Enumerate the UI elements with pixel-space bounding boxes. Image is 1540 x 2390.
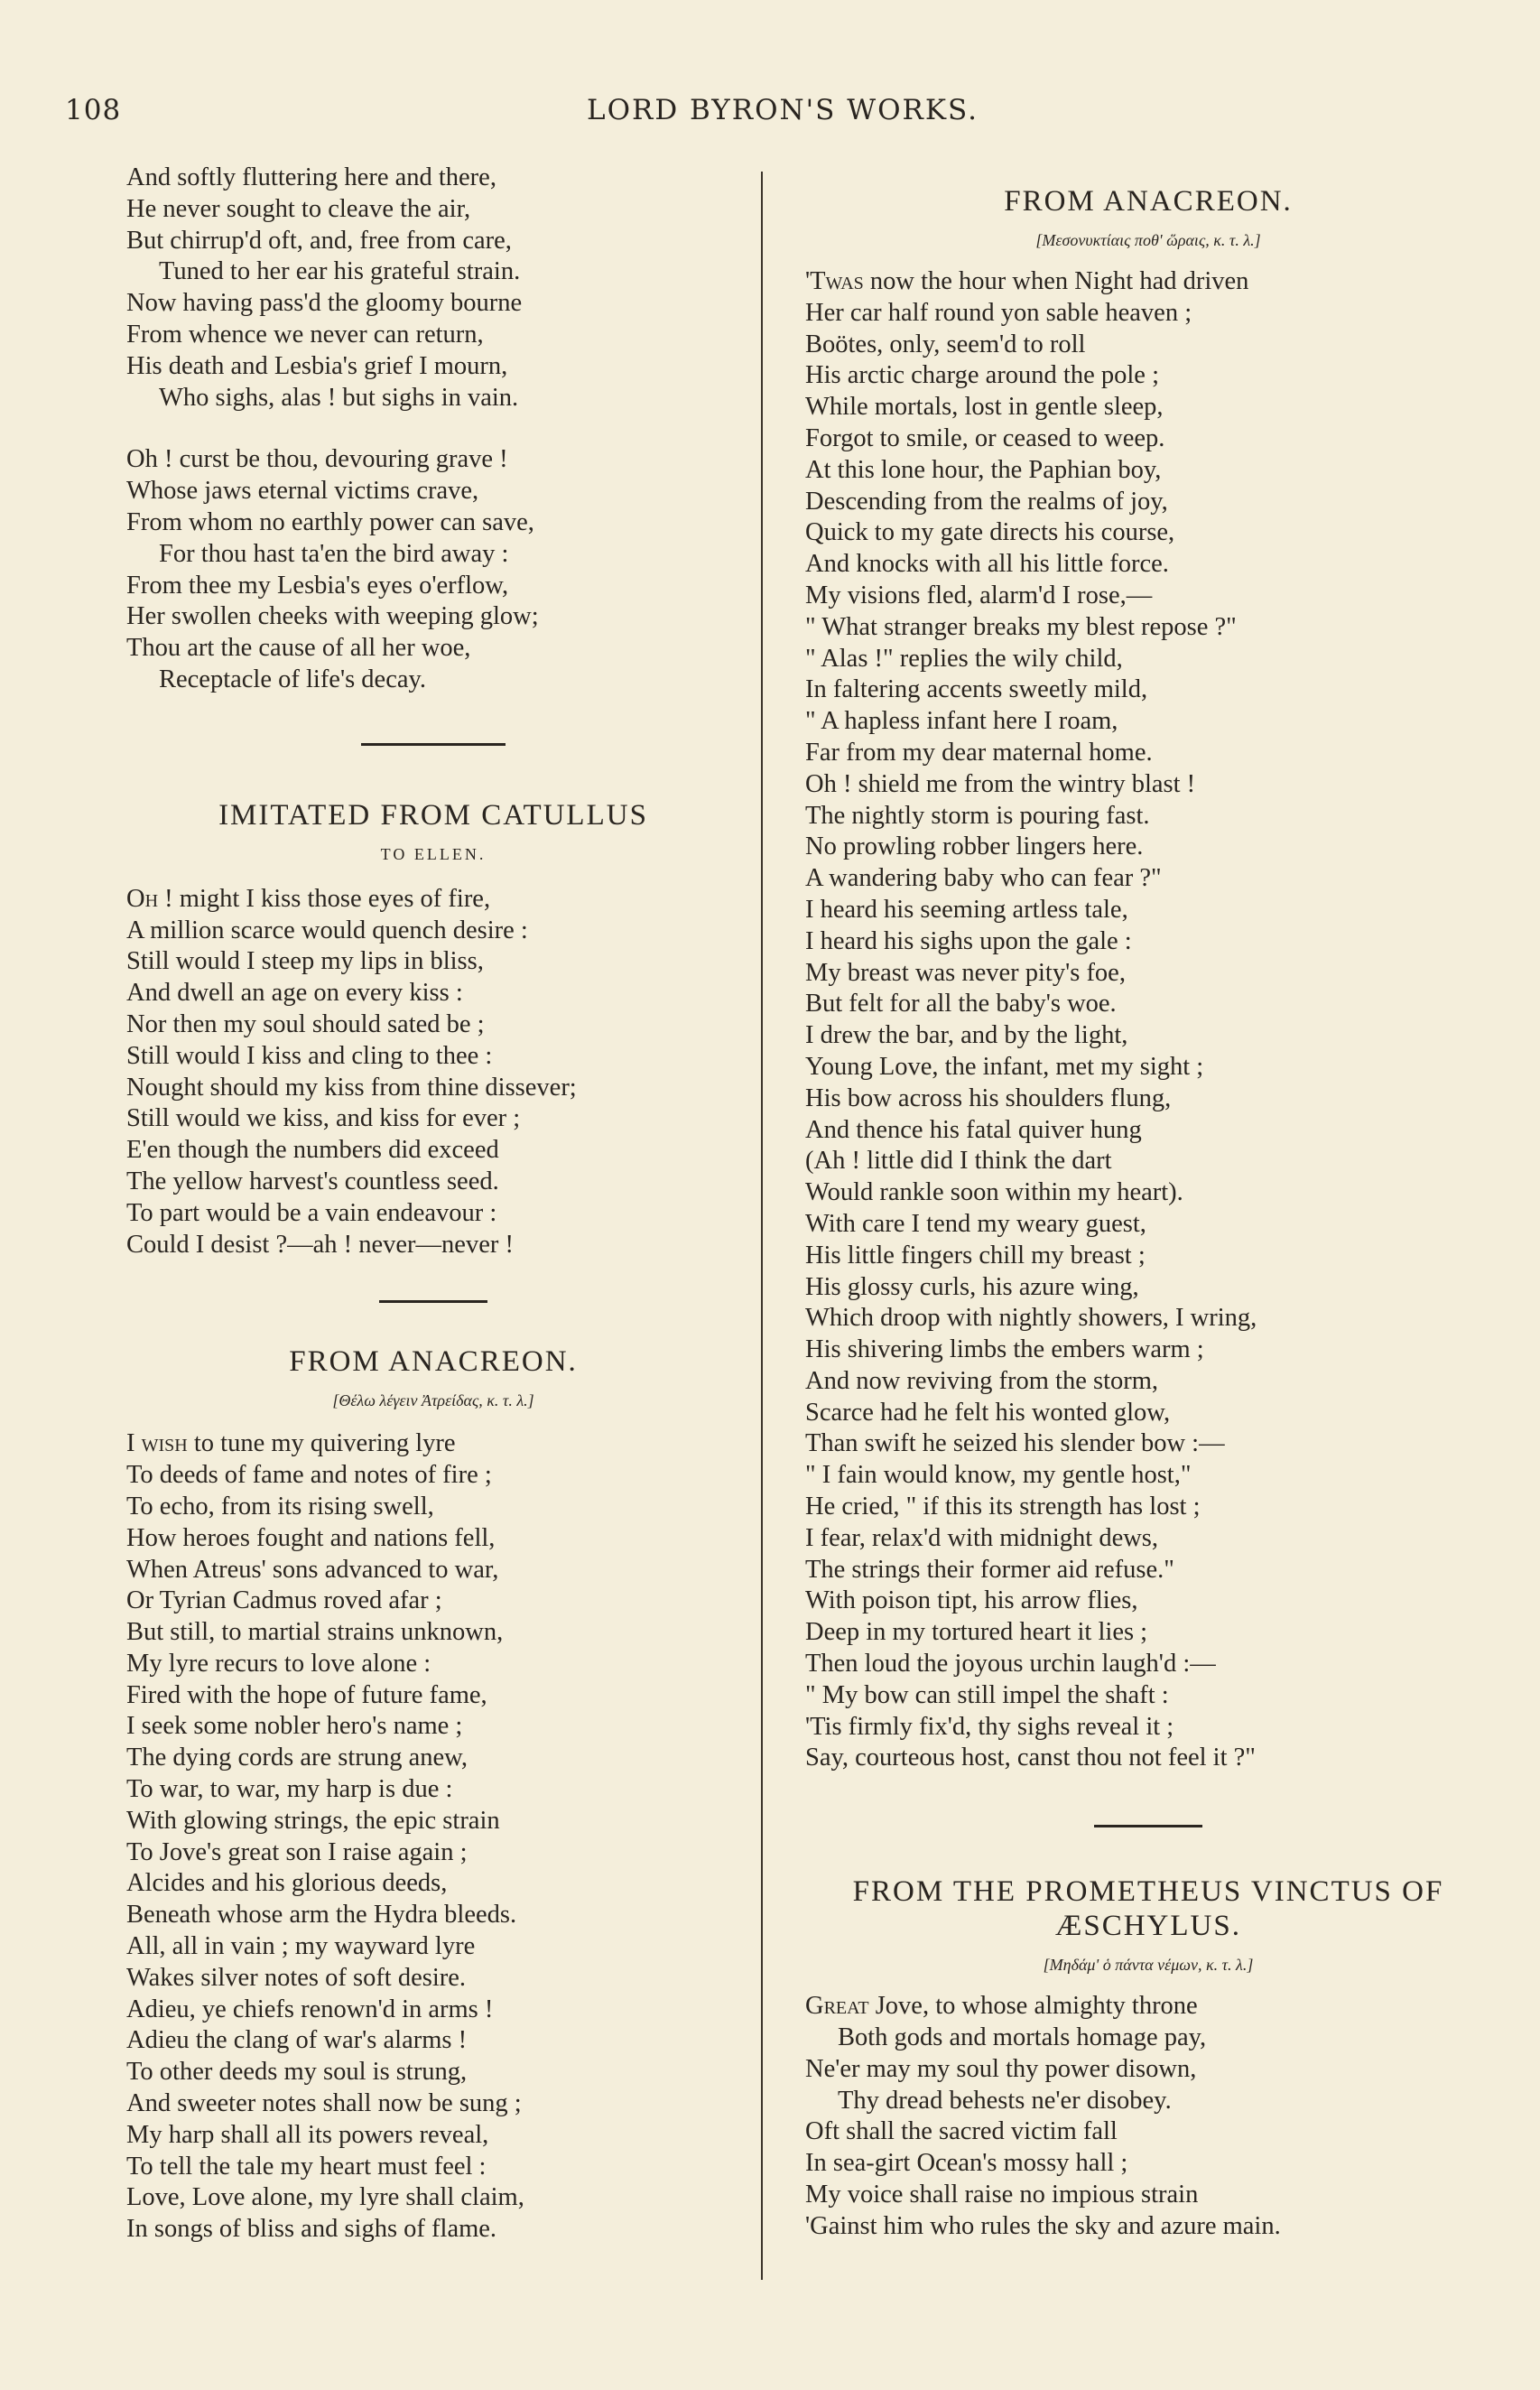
- poem-title: FROM ANACREON.: [289, 1345, 578, 1379]
- poem-line: " My bow can still impel the shaft :: [805, 1680, 1169, 1709]
- poem-line: My lyre recurs to love alone :: [126, 1649, 431, 1678]
- poem-line: Ne'er may my soul thy power disown,: [805, 2054, 1197, 2083]
- poem-line: Fired with the hope of future fame,: [126, 1680, 487, 1709]
- poem-line: Nor then my soul should sated be ;: [126, 1009, 485, 1038]
- poem-line: Descending from the realms of joy,: [805, 487, 1168, 516]
- poem-line: " What stranger breaks my blest repose ?": [805, 612, 1237, 641]
- poem-line: To part would be a vain endeavour :: [126, 1198, 497, 1227]
- poem-stanza: [126, 163, 740, 414]
- poem-line: Still would we kiss, and kiss for ever ;: [126, 1104, 521, 1133]
- running-title: LORD BYRON'S WORKS.: [586, 94, 979, 126]
- poem-line: He never sought to cleave the air,: [126, 194, 471, 223]
- poem-line: But still, to martial strains unknown,: [126, 1618, 504, 1647]
- poem-line: Could I desist ?—ah ! never—never !: [126, 1230, 514, 1259]
- poem-line: A wandering baby who can fear ?": [805, 864, 1162, 893]
- greek-incipit: [Μηδάμ' ὁ πάντα νέμων, κ. τ. λ.]: [1043, 1956, 1254, 1975]
- poem-line: When Atreus' sons advanced to war,: [126, 1555, 499, 1584]
- poem-line: Say, courteous host, canst thou not feel it ?": [805, 1744, 1256, 1772]
- poem-subtitle: TO ELLEN.: [380, 844, 487, 863]
- poem-line: But chirrup'd oft, and, free from care,: [126, 226, 512, 255]
- poem-line: Then loud the joyous urchin laugh'd :—: [805, 1650, 1216, 1679]
- poem-line: A million scarce would quench desire :: [126, 916, 528, 944]
- page-header: [65, 94, 1500, 134]
- poem-line: Oft shall the sacred victim fall: [805, 2117, 1118, 2146]
- poem-line: From whom no earthly power can save,: [126, 507, 534, 536]
- poem-line: Who sighs, alas ! but sighs in vain.: [159, 383, 519, 412]
- poem-line: And dwell an age on every kiss :: [126, 979, 463, 1008]
- poem-line: (Ah ! little did I think the dart: [805, 1147, 1112, 1176]
- poem-line: And softly fluttering here and there,: [126, 163, 496, 191]
- poem-line: To deeds of fame and notes of fire ;: [126, 1461, 492, 1490]
- poem-line: To Jove's great son I raise again ;: [126, 1837, 468, 1866]
- poem-line: Oh ! curst be thou, devouring grave !: [126, 445, 508, 474]
- poem-line: All, all in vain ; my wayward lyre: [126, 1932, 476, 1961]
- poem-body: [126, 1460, 740, 2246]
- poem-line: With care I tend my weary guest,: [805, 1209, 1146, 1238]
- greek-incipit: [Θέλω λέγειν Ἀτρείδας, κ. τ. λ.]: [332, 1391, 534, 1410]
- poem-line: With poison tipt, his arrow flies,: [805, 1586, 1138, 1615]
- poem-title: IMITATED FROM CATULLUS: [218, 798, 648, 832]
- poem-line: " Alas !" replies the wily child,: [805, 644, 1123, 673]
- poem-line: 'Twas now the hour when Night had driven: [805, 267, 1249, 295]
- poem-line: Whose jaws eternal victims crave,: [126, 477, 479, 506]
- poem-line: Both gods and mortals homage pay,: [838, 2023, 1207, 2052]
- poem-line: Still would I steep my lips in bliss,: [126, 947, 484, 976]
- poem-line: And knocks with all his little force.: [805, 550, 1169, 579]
- poem-line: I drew the bar, and by the light,: [805, 1021, 1128, 1050]
- greek-incipit: [Μεσονυκτίαις ποθ' ὥραις, κ. τ. λ.]: [1035, 231, 1261, 249]
- poem-line: My voice shall raise no impious strain: [805, 2181, 1199, 2209]
- poem-line: To tell the tale my heart must feel :: [126, 2152, 487, 2181]
- poem-line: His glossy curls, his azure wing,: [805, 1272, 1139, 1301]
- poem-line: Scarce had he felt his wonted glow,: [805, 1398, 1171, 1427]
- poem-title: FROM ANACREON.: [1004, 185, 1293, 218]
- poem-title: ÆSCHYLUS.: [1055, 1910, 1241, 1943]
- poem-line: Forgot to smile, or ceased to weep.: [805, 423, 1165, 452]
- poem-line: While mortals, lost in gentle sleep,: [805, 393, 1164, 422]
- poem-line: Receptacle of life's decay.: [159, 665, 427, 693]
- poem-line: Now having pass'd the gloomy bourne: [126, 289, 523, 318]
- poem-line: In sea-girt Ocean's mossy hall ;: [805, 2149, 1128, 2178]
- page-number: 108: [65, 94, 122, 126]
- poem-line: I fear, relax'd with midnight dews,: [805, 1523, 1159, 1552]
- poem-line: The dying cords are strung anew,: [126, 1744, 468, 1772]
- right-column: [805, 163, 1491, 2243]
- poem-line: At this lone hour, the Paphian boy,: [805, 455, 1162, 484]
- poem-line: To other deeds my soul is strung,: [126, 2058, 468, 2087]
- poem-line: Her swollen cheeks with weeping glow;: [126, 602, 539, 631]
- poem-line: No prowling robber lingers here.: [805, 832, 1144, 861]
- poem-line: Thou art the cause of all her woe,: [126, 634, 471, 663]
- poem-line: Wakes silver notes of soft desire.: [126, 1963, 467, 1992]
- poem-body: [805, 2023, 1491, 2243]
- poem-line: The yellow harvest's countless seed.: [126, 1167, 499, 1195]
- poem-line: Beneath whose arm the Hydra bleeds.: [126, 1901, 517, 1930]
- poem-line: In songs of bliss and sighs of flame.: [126, 2215, 497, 2244]
- poem-line: E'en though the numbers did exceed: [126, 1136, 499, 1165]
- poem-line: Quick to my gate directs his course,: [805, 518, 1175, 547]
- left-column: [126, 163, 740, 2246]
- poem-line: His bow across his shoulders flung,: [805, 1083, 1172, 1112]
- poem-line: Still would I kiss and cling to thee :: [126, 1041, 493, 1070]
- poem-stanza: [126, 444, 740, 695]
- poem-line: Nought should my kiss from thine dissever;: [126, 1073, 577, 1102]
- poem-line: His arctic charge around the pole ;: [805, 361, 1159, 390]
- poem-line: Adieu the clang of war's alarms !: [126, 2026, 468, 2055]
- poem-line: Oh ! might I kiss those eyes of fire,: [126, 884, 491, 913]
- poem-line: And thence his fatal quiver hung: [805, 1115, 1142, 1144]
- poem-line: To war, to war, my harp is due :: [126, 1775, 453, 1804]
- poem-line: Would rankle soon within my heart).: [805, 1178, 1183, 1207]
- poem-line: The nightly storm is pouring fast.: [805, 801, 1150, 830]
- poem-line: Than swift he seized his slender bow :—: [805, 1429, 1225, 1458]
- poem-line: My harp shall all its powers reveal,: [126, 2120, 489, 2149]
- poem-body: [126, 916, 740, 1261]
- poem-line: Deep in my tortured heart it lies ;: [805, 1618, 1148, 1647]
- poem-line: I heard his sighs upon the gale :: [805, 926, 1132, 955]
- poem-line: Boötes, only, seem'd to roll: [805, 330, 1086, 358]
- poem-line: Great Jove, to whose almighty throne: [805, 1992, 1198, 2021]
- poem-line: Young Love, the infant, met my sight ;: [805, 1052, 1204, 1081]
- poem-line: I seek some nobler hero's name ;: [126, 1712, 463, 1741]
- poem-line: 'Gainst him who rules the sky and azure main.: [805, 2211, 1281, 2240]
- poem-line: Tuned to her ear his grateful strain.: [159, 257, 521, 286]
- poem-line: Which droop with nightly showers, I wring,: [805, 1304, 1257, 1333]
- poem-body: [805, 298, 1491, 1774]
- poem-line: To echo, from its rising swell,: [126, 1492, 434, 1520]
- poem-line: From thee my Lesbia's eyes o'erflow,: [126, 571, 509, 600]
- poem-line: Far from my dear maternal home.: [805, 738, 1153, 767]
- poem-line: I heard his seeming artless tale,: [805, 895, 1128, 924]
- poem-line: Her car half round yon sable heaven ;: [805, 298, 1192, 327]
- poem-line: But felt for all the baby's woe.: [805, 990, 1117, 1018]
- poem-line: From whence we never can return,: [126, 320, 484, 349]
- poem-line: His little fingers chill my breast ;: [805, 1241, 1146, 1269]
- poem-line: And sweeter notes shall now be sung ;: [126, 2089, 522, 2118]
- poem-line: For thou hast ta'en the bird away :: [159, 539, 509, 568]
- poem-line: 'Tis firmly fix'd, thy sighs reveal it ;: [805, 1712, 1174, 1741]
- poem-line: He cried, " if this its strength has lost ;: [805, 1493, 1201, 1521]
- column-divider: [761, 172, 763, 2280]
- poem-line: And now reviving from the storm,: [805, 1366, 1159, 1395]
- poem-line: How heroes fought and nations fell,: [126, 1523, 496, 1552]
- poem-line: Adieu, ye chiefs renown'd in arms !: [126, 1995, 494, 2023]
- poem-line: His death and Lesbia's grief I mourn,: [126, 351, 508, 380]
- poem-line: His shivering limbs the embers warm ;: [805, 1335, 1204, 1364]
- poem-line: Or Tyrian Cadmus roved afar ;: [126, 1586, 442, 1615]
- poem-line: Love, Love alone, my lyre shall claim,: [126, 2183, 524, 2212]
- poem-line: In faltering accents sweetly mild,: [805, 675, 1148, 704]
- poem-line: The strings their former aid refuse.": [805, 1555, 1174, 1584]
- poem-line: " A hapless infant here I roam,: [805, 707, 1118, 736]
- poem-line: Thy dread behests ne'er disobey.: [838, 2086, 1172, 2115]
- poem-line: " I fain would know, my gentle host,": [805, 1461, 1192, 1490]
- poem-line: My breast was never pity's foe,: [805, 958, 1126, 987]
- poem-line: I wish to tune my quivering lyre: [126, 1429, 456, 1458]
- poem-line: Alcides and his glorious deeds,: [126, 1869, 448, 1898]
- poem-line: My visions fled, alarm'd I rose,—: [805, 581, 1153, 609]
- poem-line: With glowing strings, the epic strain: [126, 1806, 500, 1835]
- poem-title: FROM THE PROMETHEUS VINCTUS OF: [852, 1875, 1444, 1909]
- poem-line: Oh ! shield me from the wintry blast !: [805, 769, 1196, 798]
